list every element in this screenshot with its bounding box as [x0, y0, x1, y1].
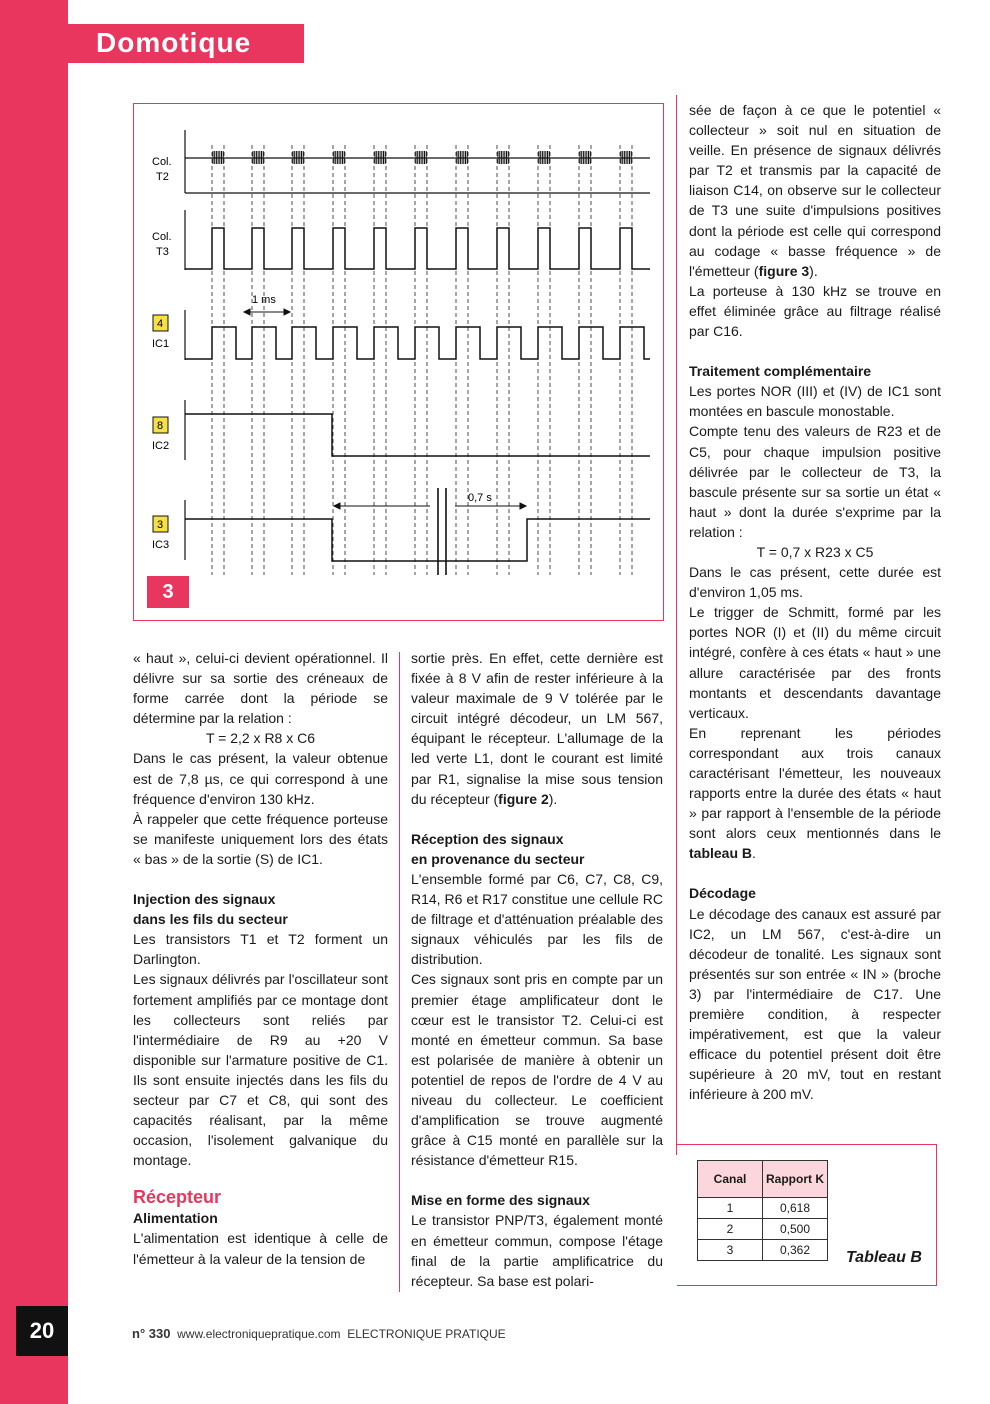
col1-paragraph: L'alimentation est identique à celle de l'émetteur à la valeur de la tension de [133, 1230, 388, 1267]
col3-paragraph: Les portes NOR (III) et (IV) de IC1 sont montées en bascule monostable. [689, 383, 941, 420]
col3-paragraph: Dans le cas présent, cette durée est d'environ 1,05 ms. [689, 564, 941, 601]
column-divider [676, 95, 677, 1155]
col3-paragraph: Le décodage des canaux est assuré par IC2, un LM 567, c'est-à-dire un décodeur de tonalité. Les signaux sont présentés sur son entrée « IN » (broche 3) par l'intermédiaire de C17. Une première condition, à respecter impérativement, est que la valeur efficace du potentiel présent doit être supérieure à 20 mV, tout en restant inférieure à 200 mV. [689, 905, 941, 1103]
col1-heading-injection-a: Injection des signaux [133, 891, 276, 908]
col1-heading-recepteur: Récepteur [133, 1187, 222, 1208]
label-col-t3-b: T3 [156, 246, 169, 258]
pin-label-4: 4 [157, 318, 164, 330]
col1-heading-alimentation: Alimentation [133, 1210, 218, 1227]
col2-heading-mise-en-forme: Mise en forme des signaux [411, 1192, 590, 1209]
col3-paragraph: Compte tenu des valeurs de R23 et de C5, pour chaque impulsion positive délivrée par le collecteur de T3, la bascule présente sur sa sortie un état « haut » dont la durée s'exprime par la relation : [689, 423, 941, 540]
col2-heading-reception-b: en provenance du secteur [411, 850, 585, 867]
col1-paragraph: Les transistors T1 et T2 forment un Darlington. [133, 931, 388, 968]
signal-trace-col-t3 [185, 228, 650, 269]
axis-lines [185, 130, 650, 560]
col3-paragraph: sée de façon à ce que le potentiel « collecteur » soit nul en situation de veille. En présence de signaux délivrés par T2 et transmis par la capacité de liaison C14, on observe sur le collecteur de T3 une suite d'impulsions positives dont la période est celle qui correspond au codage « basse fréquence » de l'émetteur (figure 3). [689, 102, 941, 279]
table-row [698, 1198, 828, 1219]
table-caption: Tableau B [846, 1249, 922, 1266]
label-ic2: IC2 [152, 440, 170, 452]
text-column-3 [689, 100, 941, 1105]
figure-number-badge: 3 [147, 576, 189, 608]
table-header-canal: Canal [698, 1161, 763, 1198]
col1-paragraph: Dans le cas présent, la valeur obtenue est de 7,8 µs, ce qui correspond à une fréquence d'environ 130 kHz. [133, 750, 388, 807]
table-row [698, 1219, 828, 1240]
col3-formula: T = 0,7 x R23 x C5 [756, 543, 874, 560]
footer-magazine: ELECTRONIQUE PRATIQUE [347, 1327, 506, 1341]
col1-paragraph: Les signaux délivrés par l'oscillateur sont fortement amplifiés par ce montage dont les collecteurs sont reliés par l'intermédiaire de R9 au +20 V disponible sur l'armature positive de C1. Ils sont ensuite injectés dans les fils du secteur par C7 et C8, qui sont des capacités réalisant, par la même occasion, l'isolement galvanique du montage. [133, 971, 388, 1169]
one-ms-label: 1 ms [252, 294, 276, 306]
col1-paragraph: À rappeler que cette fréquence porteuse se manifeste uniquement lors des états « bas » de la sortie (S) de IC1. [133, 810, 388, 867]
table-cell: 0,500 [763, 1219, 828, 1240]
col1-formula: T = 2,2 x R8 x C6 [205, 730, 316, 747]
col3-paragraph: Le trigger de Schmitt, formé par les portes NOR (I) et (II) du même circuit intégré, confère à ces états « haut » une allure caractérisée par des fronts montants et descendants davantage verticaux. [689, 604, 941, 721]
col2-heading-reception-a: Réception des signaux [411, 830, 564, 847]
table-cell: 0,362 [763, 1240, 828, 1261]
page-number: 20 [16, 1306, 68, 1356]
signal-trace-ic2 [185, 414, 650, 456]
timing-guide-lines [212, 145, 632, 575]
text-column-1 [133, 648, 388, 1269]
signal-trace-ic3 [185, 519, 650, 561]
point-seven-s-label: 0,7 s [468, 492, 492, 504]
text-column-2 [411, 648, 663, 1291]
section-title: Domotique [96, 27, 252, 58]
table-cell: 1 [698, 1198, 763, 1219]
signal-trace-ic1 [185, 327, 650, 359]
col3-heading-traitement: Traitement complémentaire [689, 363, 872, 380]
ratio-table [697, 1160, 828, 1261]
table-cell: 3 [698, 1240, 763, 1261]
pin-label-3: 3 [157, 519, 164, 531]
col3-paragraph: La porteuse à 130 kHz se trouve en effet éliminée grâce au filtrage réalisé par C16. [689, 282, 941, 340]
label-ic3: IC3 [152, 539, 170, 551]
col1-heading-injection-b: dans les fils du secteur [133, 911, 288, 928]
label-col-t2-a: Col. [152, 156, 172, 168]
one-ms-marker [244, 309, 290, 315]
col3-paragraph: En reprenant les périodes correspondant aux trois canaux caractérisant l'émetteur, les nouveaux rapports entre la durée des états « haut » par rapport à l'ensemble de la période sont alors ceux mentionnés dans le tableau B. [689, 724, 941, 862]
table-row [698, 1240, 828, 1261]
col1-paragraph: « haut », celui-ci devient opérationnel. Il délivre sur sa sortie des créneaux de forme carrée dont la période se détermine par la relation : [133, 650, 388, 727]
footer-url[interactable]: www.electroniquepratique.com [177, 1327, 341, 1341]
label-ic1: IC1 [152, 338, 170, 350]
pin-label-8: 8 [157, 420, 164, 432]
col2-paragraph: sortie près. En effet, cette dernière est fixée à 8 V afin de rester inférieure à la valeur maximale de 9 V tolérée par le circuit intégré décodeur, un LM 567, équipant le récepteur. L'allumage de la led verte L1, dont le courant est limité par R1, signalise la mise sous tension du récepteur (figure 2). [411, 650, 663, 807]
table-header-rapport: Rapport K [763, 1161, 828, 1198]
col2-paragraph: Le transistor PNP/T3, également monté en émetteur commun, compose l'étage final de la partie amplificatrice du récepteur. Sa base est polari- [411, 1212, 663, 1289]
col2-paragraph: L'ensemble formé par C6, C7, C8, C9, R14, R6 et R17 constitue une cellule RC de filtrage et d'atténuation préalable des signaux véhiculés par les fils de distribution. [411, 870, 663, 968]
col3-heading-decodage: Décodage [689, 885, 756, 902]
page-footer [132, 1326, 506, 1341]
label-col-t2-b: T2 [156, 171, 169, 183]
issue-number: n° 330 [132, 1326, 171, 1341]
column-divider [399, 652, 400, 1292]
table-cell: 2 [698, 1219, 763, 1240]
label-col-t3-a: Col. [152, 231, 172, 243]
col2-paragraph: Ces signaux sont pris en compte par un premier étage amplificateur dont le cœur est le transistor T2. Celui-ci est monté en émetteur commun. Sa base est polarisée de manière à obtenir un potentiel de repos de l'ordre de 4 V au niveau du collecteur. Le coefficient d'amplification se trouve augmenté grâce à C15 monté en parallèle sur la résistance d'émetteur R15. [411, 971, 663, 1169]
table-cell: 0,618 [763, 1198, 828, 1219]
